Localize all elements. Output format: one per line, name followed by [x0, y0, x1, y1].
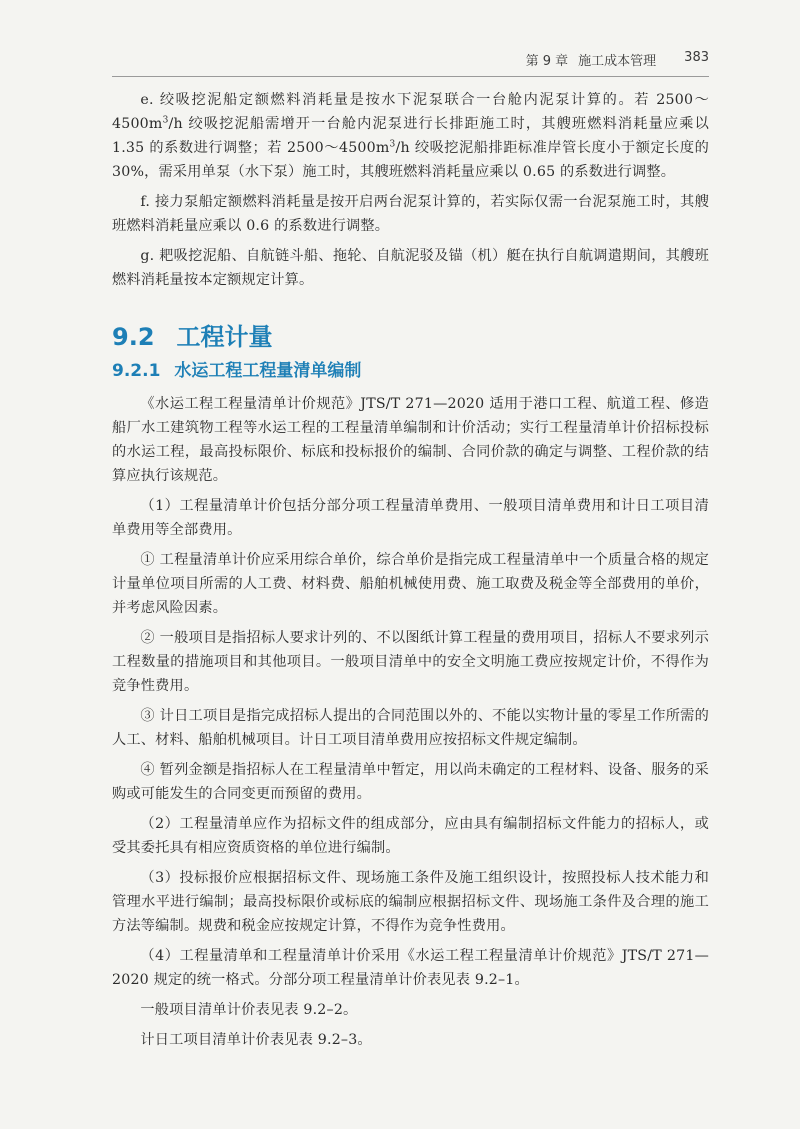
subsection-number: 9.2.1	[112, 361, 161, 381]
section-heading	[112, 322, 709, 352]
paragraph-subitem-4: ④ 暂列金额是指招标人在工程量清单中暂定，用以尚未确定的工程材料、设备、服务的采购或可能发生的合同变更而预留的费用。	[112, 762, 709, 802]
page-number: 383	[684, 50, 709, 65]
chapter-number: 第 9 章	[525, 54, 569, 69]
paragraph-item-2: （2）工程量清单应作为招标文件的组成部分，应由具有编制招标文件能力的招标人，或受其委托具有相应资质资格的单位进行编制。	[112, 816, 709, 856]
superscript-3: 3	[389, 139, 396, 150]
paragraph-item-1: （1）工程量清单计价包括分部分项工程量清单费用、一般项目清单费用和计日工项目清单费用等全部费用。	[112, 498, 709, 538]
paragraph-subitem-2: ② 一般项目是指招标人要求计列的、不以图纸计算工程量的费用项目，招标人不要求列示工程数量的措施项目和其他项目。一般项目清单中的安全文明施工费应按规定计价，不得作为竞争性费用。	[112, 630, 709, 694]
paragraph-g: g. 耙吸挖泥船、自航链斗船、拖轮、自航泥驳及锚（机）艇在执行自航调遣期间，其艘班燃料消耗量按本定额规定计算。	[112, 248, 709, 288]
section-number: 9.2	[112, 323, 155, 351]
paragraph-f: f. 接力泵船定额燃料消耗量是按开启两台泥泵计算的，若实际仅需一台泥泵施工时，其艘班燃料消耗量应乘以 0.6 的系数进行调整。	[112, 194, 709, 234]
paragraph-subitem-1: ① 工程量清单计价应采用综合单价，综合单价是指完成工程量清单中一个质量合格的规定计量单位项目所需的人工费、材料费、船舶机械使用费、施工取费及税金等全部费用的单价，并考虑风险因素。	[112, 552, 709, 616]
paragraph-intro: 《水运工程工程量清单计价规范》JTS/T 271—2020 适用于港口工程、航道工程、修造船厂水工建筑物工程等水运工程的工程量清单编制和计价活动；实行工程量清单计价招标投标的水运工程，最高投标限价、标底和投标报价的编制、合同价款的确定与调整、工程价款的结算应执行该规范。	[112, 396, 709, 484]
paragraph-e-text-2: /h 绞吸挖泥船需增开一台舱内泥泵进行长排距施工时，其艘班燃料消耗量应乘以 1.35 的系数进行调整；若 2500～4500m	[112, 116, 709, 156]
paragraph-table-ref-2: 一般项目清单计价表见表 9.2–2。	[140, 1002, 358, 1018]
subsection-heading	[112, 358, 709, 384]
superscript-3: 3	[162, 115, 169, 126]
paragraph-item-3: （3）投标报价应根据招标文件、现场施工条件及施工组织设计，按照投标人技术能力和管理水平进行编制；最高投标限价或标底的编制应根据招标文件、现场施工条件及合理的施工方法等编制。规费和税金应按规定计算，不得作为竞争性费用。	[112, 870, 709, 934]
paragraph-subitem-3: ③ 计日工项目是指完成招标人提出的合同范围以外的、不能以实物计量的零星工作所需的人工、材料、船舶机械项目。计日工项目清单费用应按招标文件规定编制。	[112, 708, 709, 748]
chapter-title: 施工成本管理	[578, 54, 657, 69]
paragraph-item-4: （4）工程量清单和工程量清单计价采用《水运工程工程量清单计价规范》JTS/T 271—2020 规定的统一格式。分部分项工程量清单计价表见表 9.2–1。	[112, 948, 709, 988]
paragraph-e	[112, 88, 709, 184]
subsection-title: 水运工程工程量清单编制	[174, 361, 362, 381]
paragraph-e-text-3: /h 绞吸挖泥船排距标准岸管长度小于额定长度的 30%，需采用单泵（水下泵）施工时，其艘班燃料消耗量应乘以 0.65 的系数进行调整。	[112, 140, 710, 180]
paragraph-table-ref-3: 计日工项目清单计价表见表 9.2–3。	[140, 1032, 372, 1048]
page-body	[112, 88, 709, 1058]
paragraph-e-text-1: e. 绞吸挖泥船定额燃料消耗量是按水下泥泵联合一台舱内泥泵计算的。若 2500～4500m	[112, 92, 709, 132]
running-header	[112, 50, 709, 77]
section-title: 工程计量	[176, 323, 273, 351]
